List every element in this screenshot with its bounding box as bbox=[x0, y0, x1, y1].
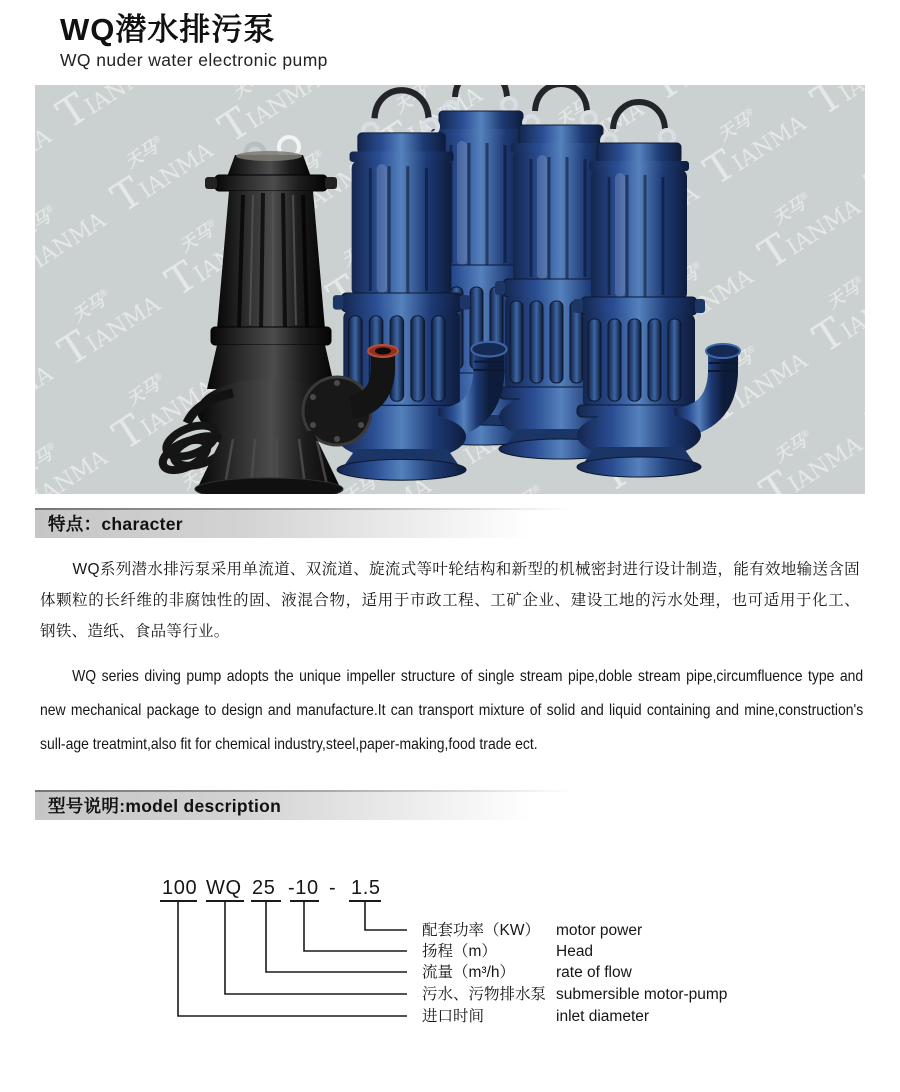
model-connector-lines bbox=[178, 901, 407, 1016]
product-photo-canvas bbox=[35, 85, 865, 494]
section-heading-character: 特点：character bbox=[35, 508, 865, 538]
model-code-segment: - bbox=[329, 877, 337, 899]
model-code-segment: 25 bbox=[252, 877, 276, 899]
page-subtitle: WQ nuder water electronic pump bbox=[60, 50, 328, 70]
legend-label-zh: 配套功率（KW） bbox=[422, 922, 540, 939]
page-title: WQ潜水排污泵 bbox=[60, 12, 276, 47]
legend-label-en: rate of flow bbox=[556, 964, 632, 981]
model-code-segment: 100 bbox=[162, 877, 198, 899]
legend-label-en: Head bbox=[556, 943, 594, 960]
model-code-segment: WQ bbox=[206, 877, 242, 899]
character-paragraph-zh: WQ系列潜水排污泵采用单流道、双流道、旋流式等叶轮结构和新型的机械密封进行设计制造，能有效地输送含固体颗粒的长纤维的非腐蚀性的固、液混合物，适用于市政工程、工矿企业、建设工地的污水处理，也可适用于化工、钢铁、造纸、食品等行业。 bbox=[40, 561, 860, 640]
model-code-segment: -10 bbox=[288, 877, 319, 899]
character-paragraph-en: WQ series diving pump adopts the unique impeller structure of single stream pipe,doble stream pipe,circumfluence type and new mechanical package to design and manufacture.It can transport mixture of solid and liquid containing and mine,construction's sull-age treatmint,also fit for chemical industry,steel,paper-making,food trade ect. bbox=[40, 668, 864, 753]
section-heading-model: 型号说明:model description bbox=[35, 790, 865, 820]
legend-label-zh: 扬程（m） bbox=[422, 943, 497, 960]
legend-label-en: motor power bbox=[556, 922, 643, 939]
legend-label-zh: 流量（m³/h） bbox=[422, 964, 516, 981]
legend-label-en: submersible motor-pump bbox=[556, 986, 728, 1003]
legend-label-zh: 污水、污物排水泵 bbox=[422, 986, 547, 1003]
legend-label-en: inlet diameter bbox=[556, 1008, 650, 1025]
legend-label-zh: 进口时间 bbox=[422, 1008, 485, 1025]
product-photo bbox=[35, 85, 865, 494]
model-legend bbox=[422, 921, 727, 1025]
model-code-segment: 1.5 bbox=[351, 877, 381, 899]
model-code-diagram bbox=[35, 866, 865, 1051]
